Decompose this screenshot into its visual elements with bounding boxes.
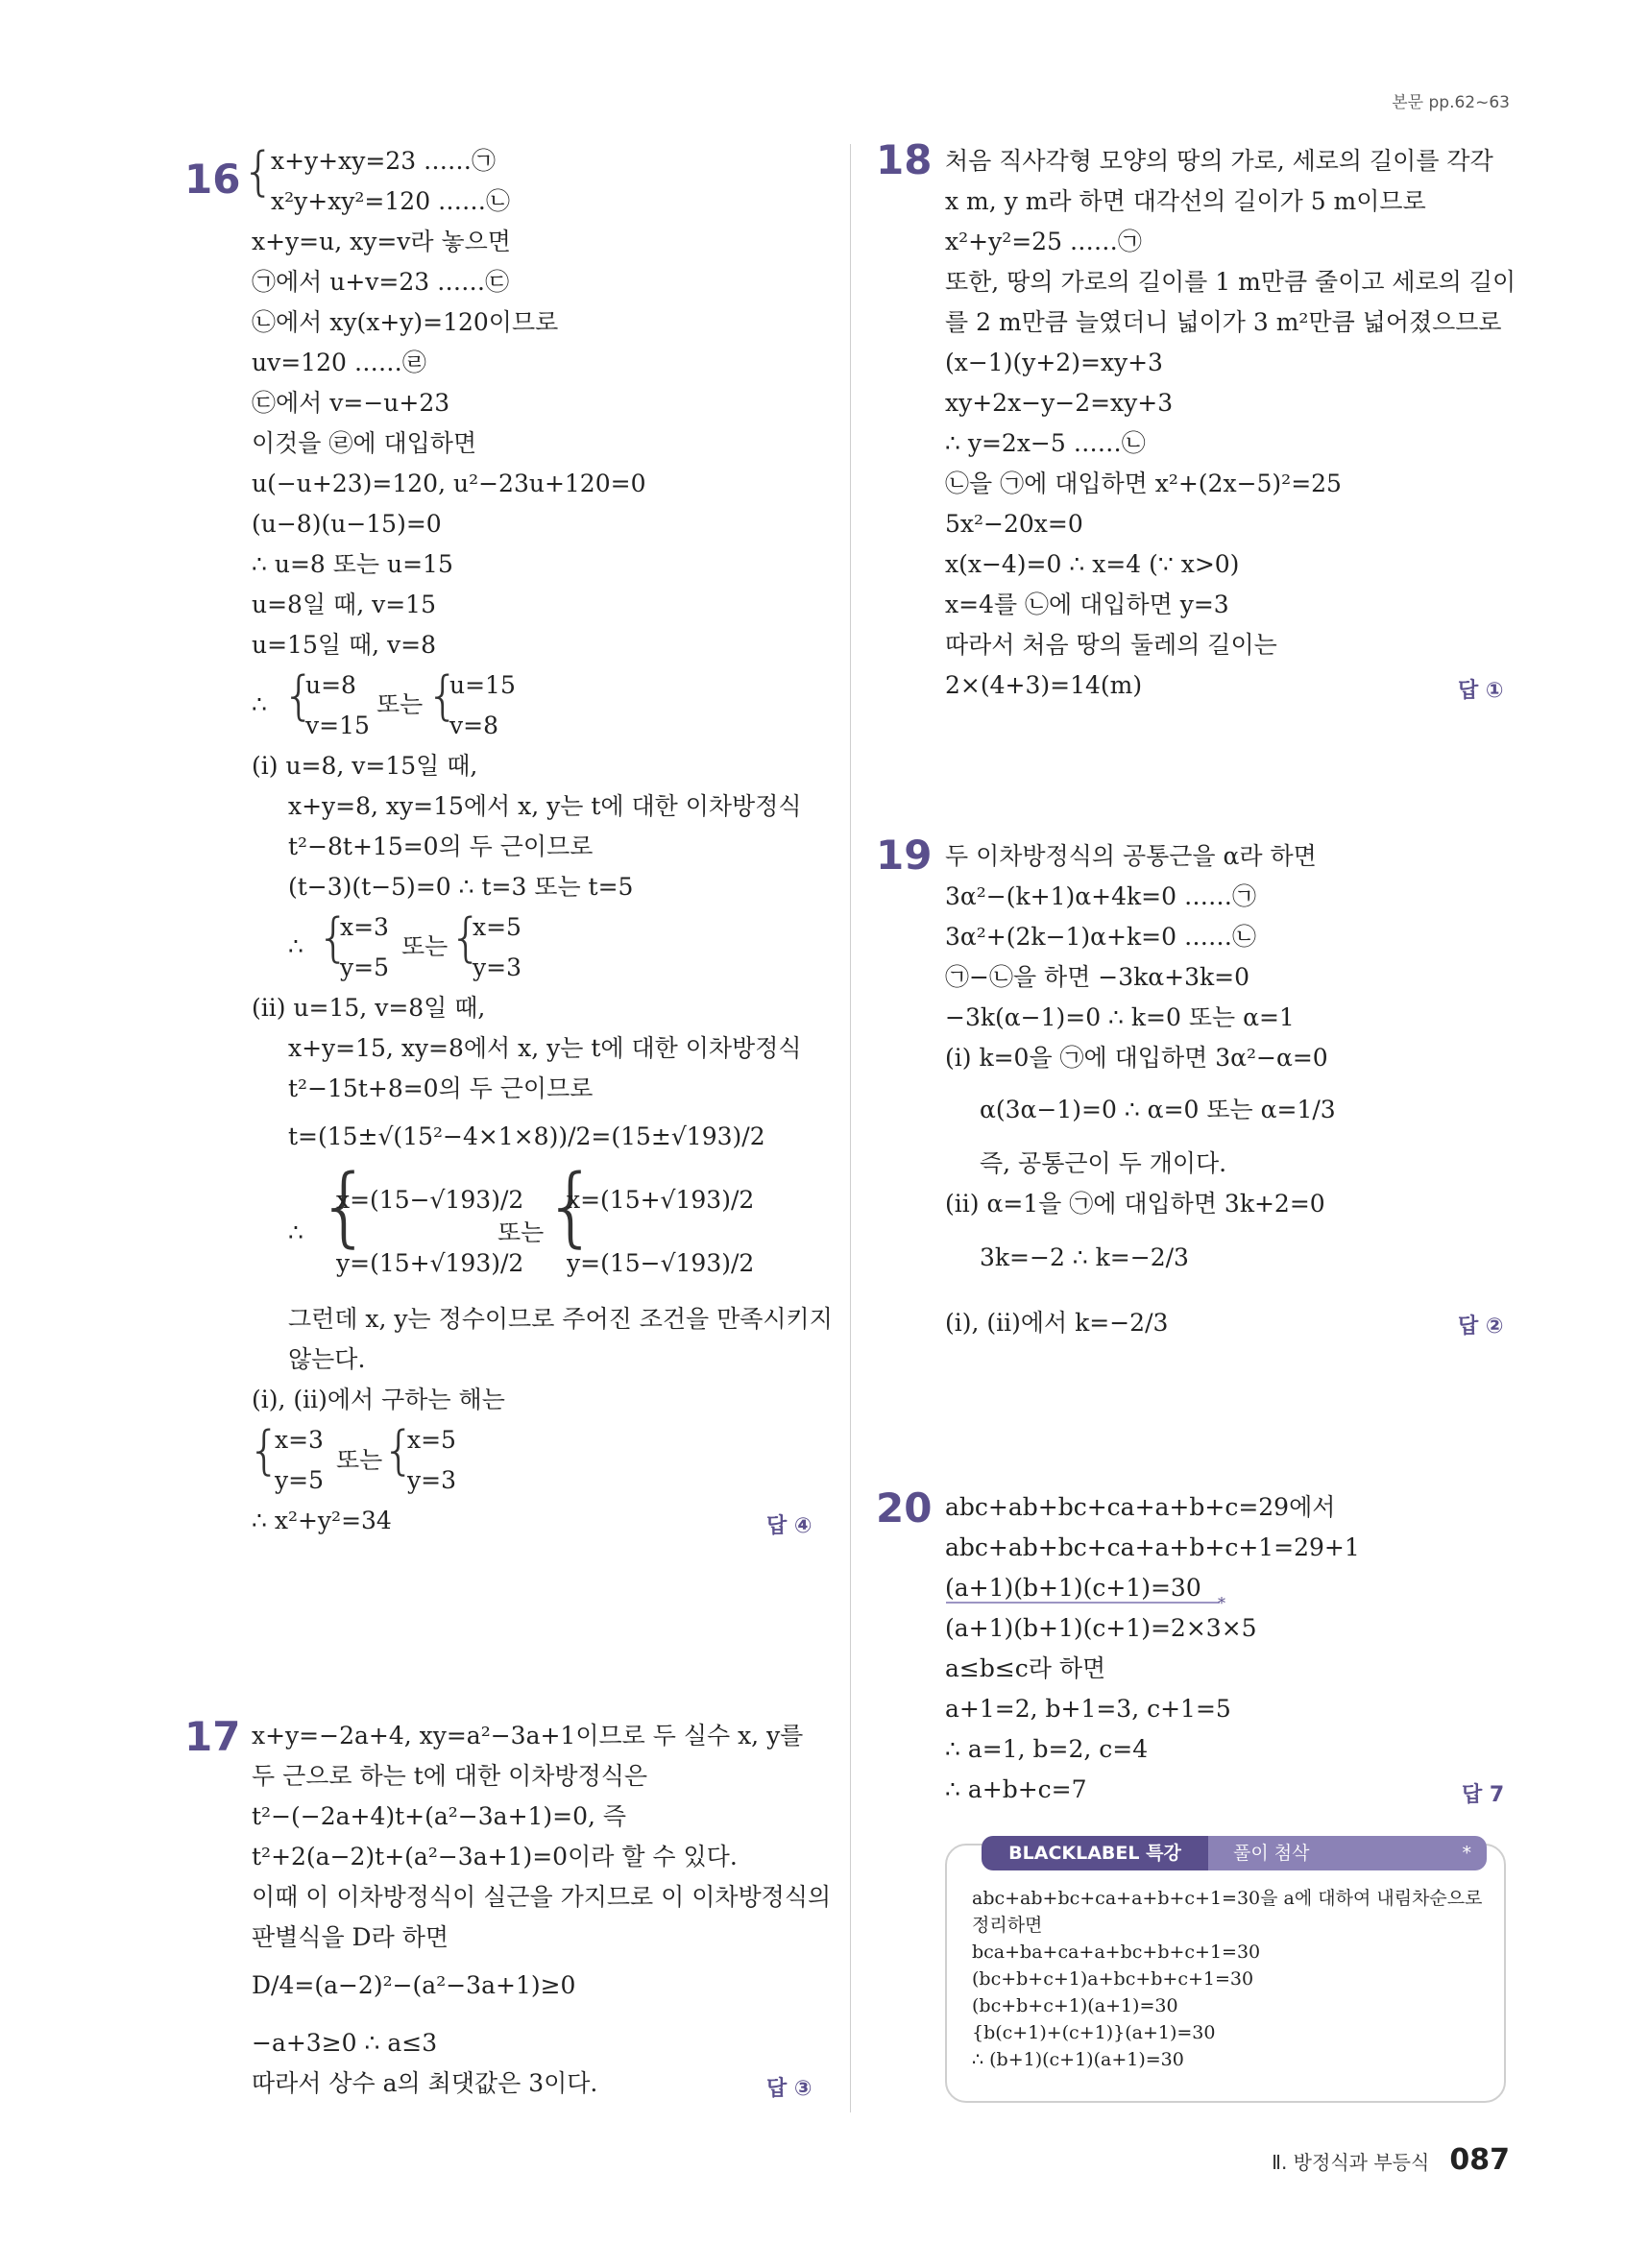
problem-20-number: 20 [876, 1484, 933, 1532]
p16-line: 않는다. [288, 1345, 366, 1373]
p16-line: y=(15+√193)/2 [336, 1249, 524, 1277]
blacklabel-title: 풀이 첨삭 * [1208, 1836, 1487, 1870]
p16-line: u(−u+23)=120, u²−23u+120=0 [252, 470, 646, 497]
p16-line: (ⅰ), (ⅱ)에서 구하는 해는 [252, 1386, 505, 1413]
page-footer [1272, 2143, 1510, 2177]
p18-line: ㉡을 ㉠에 대입하면 x²+(2x−5)²=25 [945, 470, 1342, 497]
p18-line: (x−1)(y+2)=xy+3 [945, 349, 1163, 376]
p19-line: 두 이차방정식의 공통근을 α라 하면 [945, 842, 1317, 870]
p17-line: t²+2(a−2)t+(a²−3a+1)=0이라 할 수 있다. [252, 1843, 738, 1870]
p16-line: 또는 [401, 932, 449, 960]
p19-line: −3k(α−1)=0 ∴ k=0 또는 α=1 [945, 1003, 1295, 1031]
p16-line: u=8일 때, v=15 [252, 591, 436, 618]
answer-18: 답 ① [1458, 679, 1504, 703]
p19-line: α(3α−1)=0 ∴ α=0 또는 α=1/3 [980, 1096, 1336, 1123]
p16-line: x=(15−√193)/2 [336, 1186, 524, 1214]
answer-17: 답 ③ [766, 2077, 812, 2101]
column-divider [850, 144, 851, 2112]
p18-line: x²+y²=25 ……㉠ [945, 228, 1142, 255]
chapter-title: Ⅱ. 방정식과 부등식 [1272, 2151, 1430, 2174]
answer-16: 답 ④ [766, 1514, 812, 1538]
p18-line: 또한, 땅의 가로의 길이를 1 m만큼 줄이고 세로의 길이 [945, 268, 1516, 296]
p16-line: u=8 [305, 671, 356, 699]
p18-line: x m, y m라 하면 대각선의 길이가 5 m이므로 [945, 187, 1426, 215]
blacklabel-header [982, 1836, 1471, 1870]
answer-20: 답 7 [1462, 1783, 1505, 1807]
p16-line: (t−3)(t−5)=0 ∴ t=3 또는 t=5 [288, 873, 634, 901]
p19-line: 즉, 공통근이 두 개이다. [980, 1149, 1227, 1177]
page-reference: 본문 pp.62~63 [1392, 93, 1510, 112]
p16-line: x=3 [340, 913, 389, 941]
p19-line: (ⅱ) α=1을 ㉠에 대입하면 3k+2=0 [945, 1190, 1325, 1218]
p20-line: abc+ab+bc+ca+a+b+c=29에서 [945, 1493, 1336, 1521]
p16-line: t=(15±√(15²−4×1×8))/2=(15±√193)/2 [288, 1122, 765, 1150]
brace-system: { [544, 1156, 599, 1257]
blacklabel-line: (bc+b+c+1)(a+1)=30 [972, 1995, 1178, 2016]
blacklabel-line: {b(c+1)+(c+1)}(a+1)=30 [972, 2022, 1216, 2043]
p20-line: a+1=2, b+1=3, c+1=5 [945, 1695, 1231, 1723]
p16-line: y=5 [275, 1466, 324, 1494]
p16-line: x=(15+√193)/2 [567, 1186, 755, 1214]
p16-line: ㉢에서 v=−u+23 [252, 389, 450, 417]
p16-line: x+y=15, xy=8에서 x, y는 t에 대한 이차방정식 [288, 1034, 802, 1062]
blacklabel-line: 정리하면 [972, 1915, 1043, 1936]
p16-line: y=(15−√193)/2 [567, 1249, 755, 1277]
brace-system: { [248, 1420, 281, 1481]
p18-line: x(x−4)=0 ∴ x=4 (∵ x>0) [945, 550, 1240, 578]
p18-line: 2×(4+3)=14(m) [945, 671, 1143, 699]
p16-line: x+y=8, xy=15에서 x, y는 t에 대한 이차방정식 [288, 792, 802, 820]
p16-line: uv=120 ……㉣ [252, 349, 426, 376]
problem-18-number: 18 [876, 136, 933, 183]
p16-line: y=3 [473, 953, 521, 981]
p16-line: x=3 [275, 1426, 324, 1454]
blacklabel-star: * [1462, 1843, 1471, 1864]
brace-system: { [282, 665, 316, 726]
p16-line: ∴ u=8 또는 u=15 [252, 550, 453, 578]
p16-line: 또는 [336, 1446, 383, 1474]
p20-line: ∴ a=1, b=2, c=4 [945, 1735, 1149, 1763]
answer-19: 답 ② [1458, 1315, 1504, 1339]
p17-line: −a+3≥0 ∴ a≤3 [252, 2029, 438, 2057]
p18-line: 를 2 m만큼 늘였더니 넓이가 3 m²만큼 넓어졌으므로 [945, 308, 1502, 336]
p17-line: D/4=(a−2)²−(a²−3a+1)≥0 [252, 1971, 576, 1999]
p16-line: t²−15t+8=0의 두 근이므로 [288, 1074, 594, 1102]
p16-line: (ⅱ) u=15, v=8일 때, [252, 994, 486, 1022]
blacklabel-line: ∴ (b+1)(c+1)(a+1)=30 [972, 2049, 1184, 2070]
p16-line: v=8 [449, 712, 498, 739]
p16-line: ㉡에서 xy(x+y)=120이므로 [252, 308, 559, 336]
p20-line: (a+1)(b+1)(c+1)=2×3×5 [945, 1614, 1257, 1642]
brace-system: { [317, 1156, 373, 1257]
blacklabel-tag: BLACKLABEL 특강 [982, 1836, 1208, 1870]
underline-mark [946, 1602, 1220, 1604]
brace-system-16: { [242, 141, 276, 202]
p16-line: (ⅰ) u=8, v=15일 때, [252, 752, 478, 780]
blacklabel-line: (bc+b+c+1)a+bc+b+c+1=30 [972, 1968, 1254, 1990]
p16-line: ㉠에서 u+v=23 ……㉢ [252, 268, 510, 296]
p19-line: (ⅰ) k=0을 ㉠에 대입하면 3α²−α=0 [945, 1044, 1328, 1072]
p19-line: (ⅰ), (ⅱ)에서 k=−2/3 [945, 1309, 1169, 1337]
p18-line: 처음 직사각형 모양의 땅의 가로, 세로의 길이를 각각 [945, 147, 1493, 175]
p17-line: 판별식을 D라 하면 [252, 1923, 449, 1951]
p16-line: x=5 [407, 1426, 456, 1454]
p16-line: 또는 [376, 690, 424, 718]
p16-line: y=5 [340, 953, 389, 981]
p16-line: x=5 [473, 913, 521, 941]
brace-system: { [382, 1420, 416, 1481]
brace-system: { [426, 665, 460, 726]
p18-line: x=4를 ㉡에 대입하면 y=3 [945, 591, 1229, 618]
p16-line: 또는 [497, 1218, 545, 1246]
p18-line: xy+2x−y−2=xy+3 [945, 389, 1174, 417]
p20-line: (a+1)(b+1)(c+1)=30 [945, 1574, 1201, 1602]
p17-line: 따라서 상수 a의 최댓값은 3이다. [252, 2069, 598, 2097]
page-number: 087 [1449, 2143, 1510, 2177]
p17-line: x+y=−2a+4, xy=a²−3a+1이므로 두 실수 x, y를 [252, 1722, 804, 1749]
p16-line: u=15 [449, 671, 516, 699]
blacklabel-line: bca+ba+ca+a+bc+b+c+1=30 [972, 1942, 1261, 1963]
p16-line: 이것을 ㉣에 대입하면 [252, 429, 477, 457]
problem-16-number: 16 [184, 156, 241, 203]
p16-line: 그런데 x, y는 정수이므로 주어진 조건을 만족시키지 [288, 1305, 833, 1333]
problem-19-number: 19 [876, 832, 933, 879]
p19-line: 3α²+(2k−1)α+k=0 ……㉡ [945, 923, 1256, 951]
p16-line: x+y=u, xy=v라 놓으면 [252, 228, 511, 255]
blacklabel-line: abc+ab+bc+ca+a+b+c+1=30을 a에 대하여 내림차순으로 [972, 1888, 1483, 1909]
p19-line: 3k=−2 ∴ k=−2/3 [980, 1243, 1189, 1271]
p18-line: ∴ y=2x−5 ……㉡ [945, 429, 1146, 457]
brace-system: { [317, 907, 351, 968]
p17-line: 이때 이 이차방정식이 실근을 가지므로 이 이차방정식의 [252, 1883, 832, 1911]
p16-line: t²−8t+15=0의 두 근이므로 [288, 832, 594, 860]
p20-line: abc+ab+bc+ca+a+b+c+1=29+1 [945, 1533, 1360, 1561]
p18-line: 따라서 처음 땅의 둘레의 길이는 [945, 631, 1277, 659]
p16-line: u=15일 때, v=8 [252, 631, 436, 659]
p16-line: v=15 [305, 712, 370, 739]
problem-17-number: 17 [184, 1713, 241, 1760]
p19-line: ㉠−㉡을 하면 −3kα+3k=0 [945, 963, 1250, 991]
p18-line: 5x²−20x=0 [945, 510, 1083, 538]
p20-line: ∴ a+b+c=7 [945, 1775, 1087, 1803]
star-mark: * [1218, 1594, 1225, 1612]
p19-line: 3α²−(k+1)α+4k=0 ……㉠ [945, 882, 1256, 910]
p16-line: x²y+xy²=120 ……㉡ [271, 187, 511, 215]
p17-line: 두 근으로 하는 t에 대한 이차방정식은 [252, 1762, 648, 1790]
p16-line: ∴ x²+y²=34 [252, 1507, 392, 1534]
p17-line: t²−(−2a+4)t+(a²−3a+1)=0, 즉 [252, 1802, 627, 1830]
p20-line: a≤b≤c라 하면 [945, 1654, 1106, 1682]
p16-line: x+y+xy=23 ……㉠ [271, 147, 497, 175]
p16-line: (u−8)(u−15)=0 [252, 510, 442, 538]
brace-system: { [449, 907, 483, 968]
p16-line: y=3 [407, 1466, 456, 1494]
